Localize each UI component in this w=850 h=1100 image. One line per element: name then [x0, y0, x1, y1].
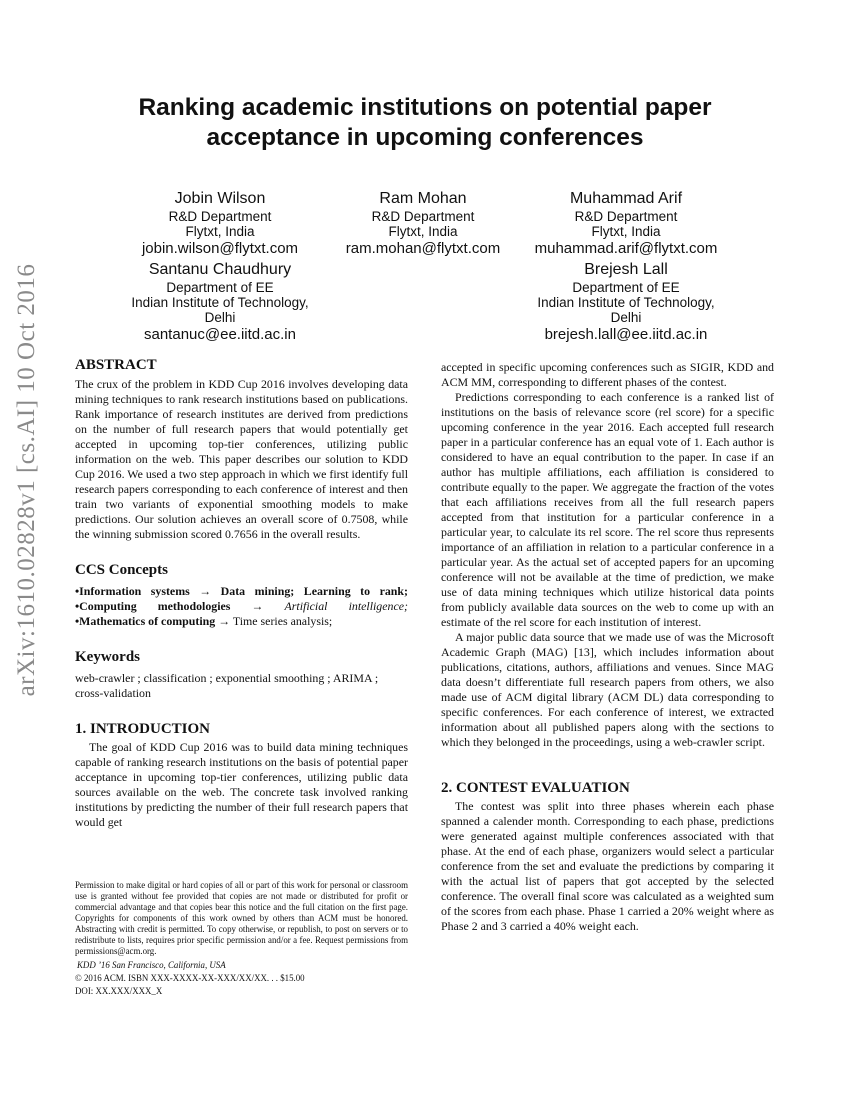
ccs-concept: Data mining; Learning to rank; — [220, 584, 408, 598]
ccs-concept: Mathematics of computing — [79, 614, 216, 628]
contest-evaluation-heading: 2. CONTEST EVALUATION — [441, 780, 630, 796]
ccs-concept: Information systems — [79, 584, 190, 598]
keywords-heading: Keywords — [75, 649, 140, 665]
bullet: • — [75, 599, 80, 613]
author-block — [323, 189, 523, 258]
author-affiliation: Delhi — [610, 310, 642, 325]
author-affiliation: R&D Department — [574, 209, 678, 224]
author-affiliation: Indian Institute of Technology, — [537, 295, 715, 310]
author-block — [120, 189, 320, 258]
author-affiliation: Flytxt, India — [388, 224, 458, 239]
ccs-concept: Artificial intelligence; — [284, 599, 408, 613]
arrow-icon: → — [199, 584, 212, 598]
introduction-paragraph-continued: accepted in specific upcoming conferences such as SIGIR, KDD and ACM MM, corresponding to different phases of the contest. — [441, 360, 774, 389]
author-name: Ram Mohan — [379, 190, 467, 207]
ccs-concept: Computing methodologies — [79, 599, 231, 613]
author-affiliation: R&D Department — [168, 209, 272, 224]
author-affiliation: R&D Department — [371, 209, 475, 224]
introduction-paragraph: A major public data source that we made use of was the Microsoft Academic Graph (MAG) [13], which includes information about publications, citations, authors, affiliations and venues. Since MAG data doesn’t differentiate full research papers from others, we also made use of ACM digital library (ACM DL) data corresponding to specific conferences. For each conference of interest, we extracted information about all published papers along with the sections to which they belonged in the proceedings, using a web-crawler script. — [441, 630, 774, 749]
ccs-concepts — [75, 584, 408, 629]
author-email: muhammad.arif@flytxt.com — [534, 240, 718, 257]
permission-notice: Permission to make digital or hard copies of all or part of this work for personal or classroom use is granted without fee provided that copies are not made or distributed for profit or commercial advantage and that copies bear this notice and the full citation on the first page. Copyrights for components of this work owned by others than ACM must be honored. Abstracting with credit is permitted. To copy otherwise, or republish, to post on servers or to redistribute to lists, requires prior specific permission and/or a fee. Request permissions from permissions@acm.org. — [75, 880, 408, 956]
abstract-text: The crux of the problem in KDD Cup 2016 involves developing data mining techniques to rank research institutions based on publications. Rank importance of research institutes are derived from predictions on the number of full research papers that would potentially get accepted in upcoming top-tier conferences, utilizing public information on the web. This paper describes our solution to KDD Cup 2016. We used a two step approach in which we first identify full research papers corresponding to each conference of interest and then train two variants of exponential smoothing models to make predictions. Our solution achieves an overall score of 0.7508, while the winning submission scored 0.7656 in the overall results. — [75, 377, 409, 541]
author-block — [521, 260, 731, 344]
author-affiliation: Flytxt, India — [185, 224, 255, 239]
right-column — [441, 360, 774, 934]
keywords-text: web-crawler ; classification ; exponential smoothing ; ARIMA ; cross-validation — [75, 671, 379, 700]
conference-venue: KDD ’16 San Francisco, California, USA — [77, 960, 226, 970]
author-email: brejesh.lall@ee.iitd.ac.in — [544, 326, 708, 343]
paper-title: Ranking academic institutions on potential paper acceptance in upcoming conferences — [138, 94, 712, 151]
bullet: • — [75, 584, 80, 598]
copyright-line: © 2016 ACM. ISBN XXX-XXXX-XX-XXX/XX/XX. . . $15.00 — [75, 973, 305, 983]
author-name: Santanu Chaudhury — [148, 261, 292, 278]
bullet: • — [75, 614, 80, 628]
author-affiliation: Delhi — [204, 310, 236, 325]
left-column — [75, 356, 408, 830]
contest-paragraph: The contest was split into three phases wherein each phase spanned a calender month. Corresponding to each phase, predictions were generated against multiple conferences associated with that phase. At the end of each phase, organizers would select a particular conference from the set and evaluate the predictions by comparing it with the actual list of papers that got accepted by the selected conference. The overall final score was calculated as a weighted sum of the scores from each phase. Phase 1 carried a 20% weight where as Phase 2 and 3 carried a 40% weight each. — [441, 799, 774, 933]
author-affiliation: Department of EE — [572, 280, 680, 295]
introduction-paragraph: Predictions corresponding to each conference is a ranked list of institutions on the basis of relevance score (rel score) for a specific upcoming conference in the year 2016. Each accepted full research paper in a particular conference has an equal vote of 1. Each author is considered to have an equal contribution to the paper. In case if an author has multiple affiliations, each affiliation is considered to contribute equally to the paper. We aggregate the fraction of the votes that each affiliations receives from all the full research papers accepted from that institution for a particular conference in a particular year, to calculate its rel score. The rel score thus represents importance of an affiliation in relation to a particular conference in a particular year. As the actual set of accepted papers for an upcoming conference will not be available at the time of prediction, we make use of data mining techniques which utilize historical data points from publicly available data sources on the web to come up with an estimate of the rel score for each institution of interest. — [441, 390, 774, 629]
author-block — [115, 260, 325, 344]
ccs-concept: Time series analysis; — [232, 614, 333, 628]
introduction-heading: 1. INTRODUCTION — [75, 721, 211, 737]
abstract-heading: ABSTRACT — [75, 357, 157, 373]
author-email: jobin.wilson@flytxt.com — [141, 240, 299, 257]
author-affiliation: Flytxt, India — [591, 224, 661, 239]
arrow-icon: → — [218, 614, 231, 628]
author-email: ram.mohan@flytxt.com — [345, 240, 501, 257]
ccs-heading: CCS Concepts — [75, 562, 168, 578]
author-affiliation: Department of EE — [166, 280, 274, 295]
doi-line: DOI: XX.XXX/XXX_X — [75, 986, 163, 996]
arrow-icon: → — [251, 599, 264, 613]
author-name: Muhammad Arif — [569, 190, 683, 207]
author-name: Brejesh Lall — [584, 261, 668, 278]
introduction-paragraph: The goal of KDD Cup 2016 was to build data mining techniques capable of ranking research institutions on the basis of potential paper acceptance in upcoming top-tier conferences, utilizing public data sources available on the web. The concrete task involved ranking institutions by predicting the number of their full research papers that would get — [75, 740, 408, 829]
author-name: Jobin Wilson — [174, 190, 266, 207]
arxiv-id: arXiv:1610.02828v1 [cs.AI] 10 Oct 2016 — [13, 263, 40, 697]
arxiv-stamp — [3, 263, 51, 697]
author-block — [526, 189, 726, 258]
copyright-footnote — [75, 880, 408, 997]
author-email: santanuc@ee.iitd.ac.in — [144, 326, 296, 343]
author-affiliation: Indian Institute of Technology, — [131, 295, 309, 310]
